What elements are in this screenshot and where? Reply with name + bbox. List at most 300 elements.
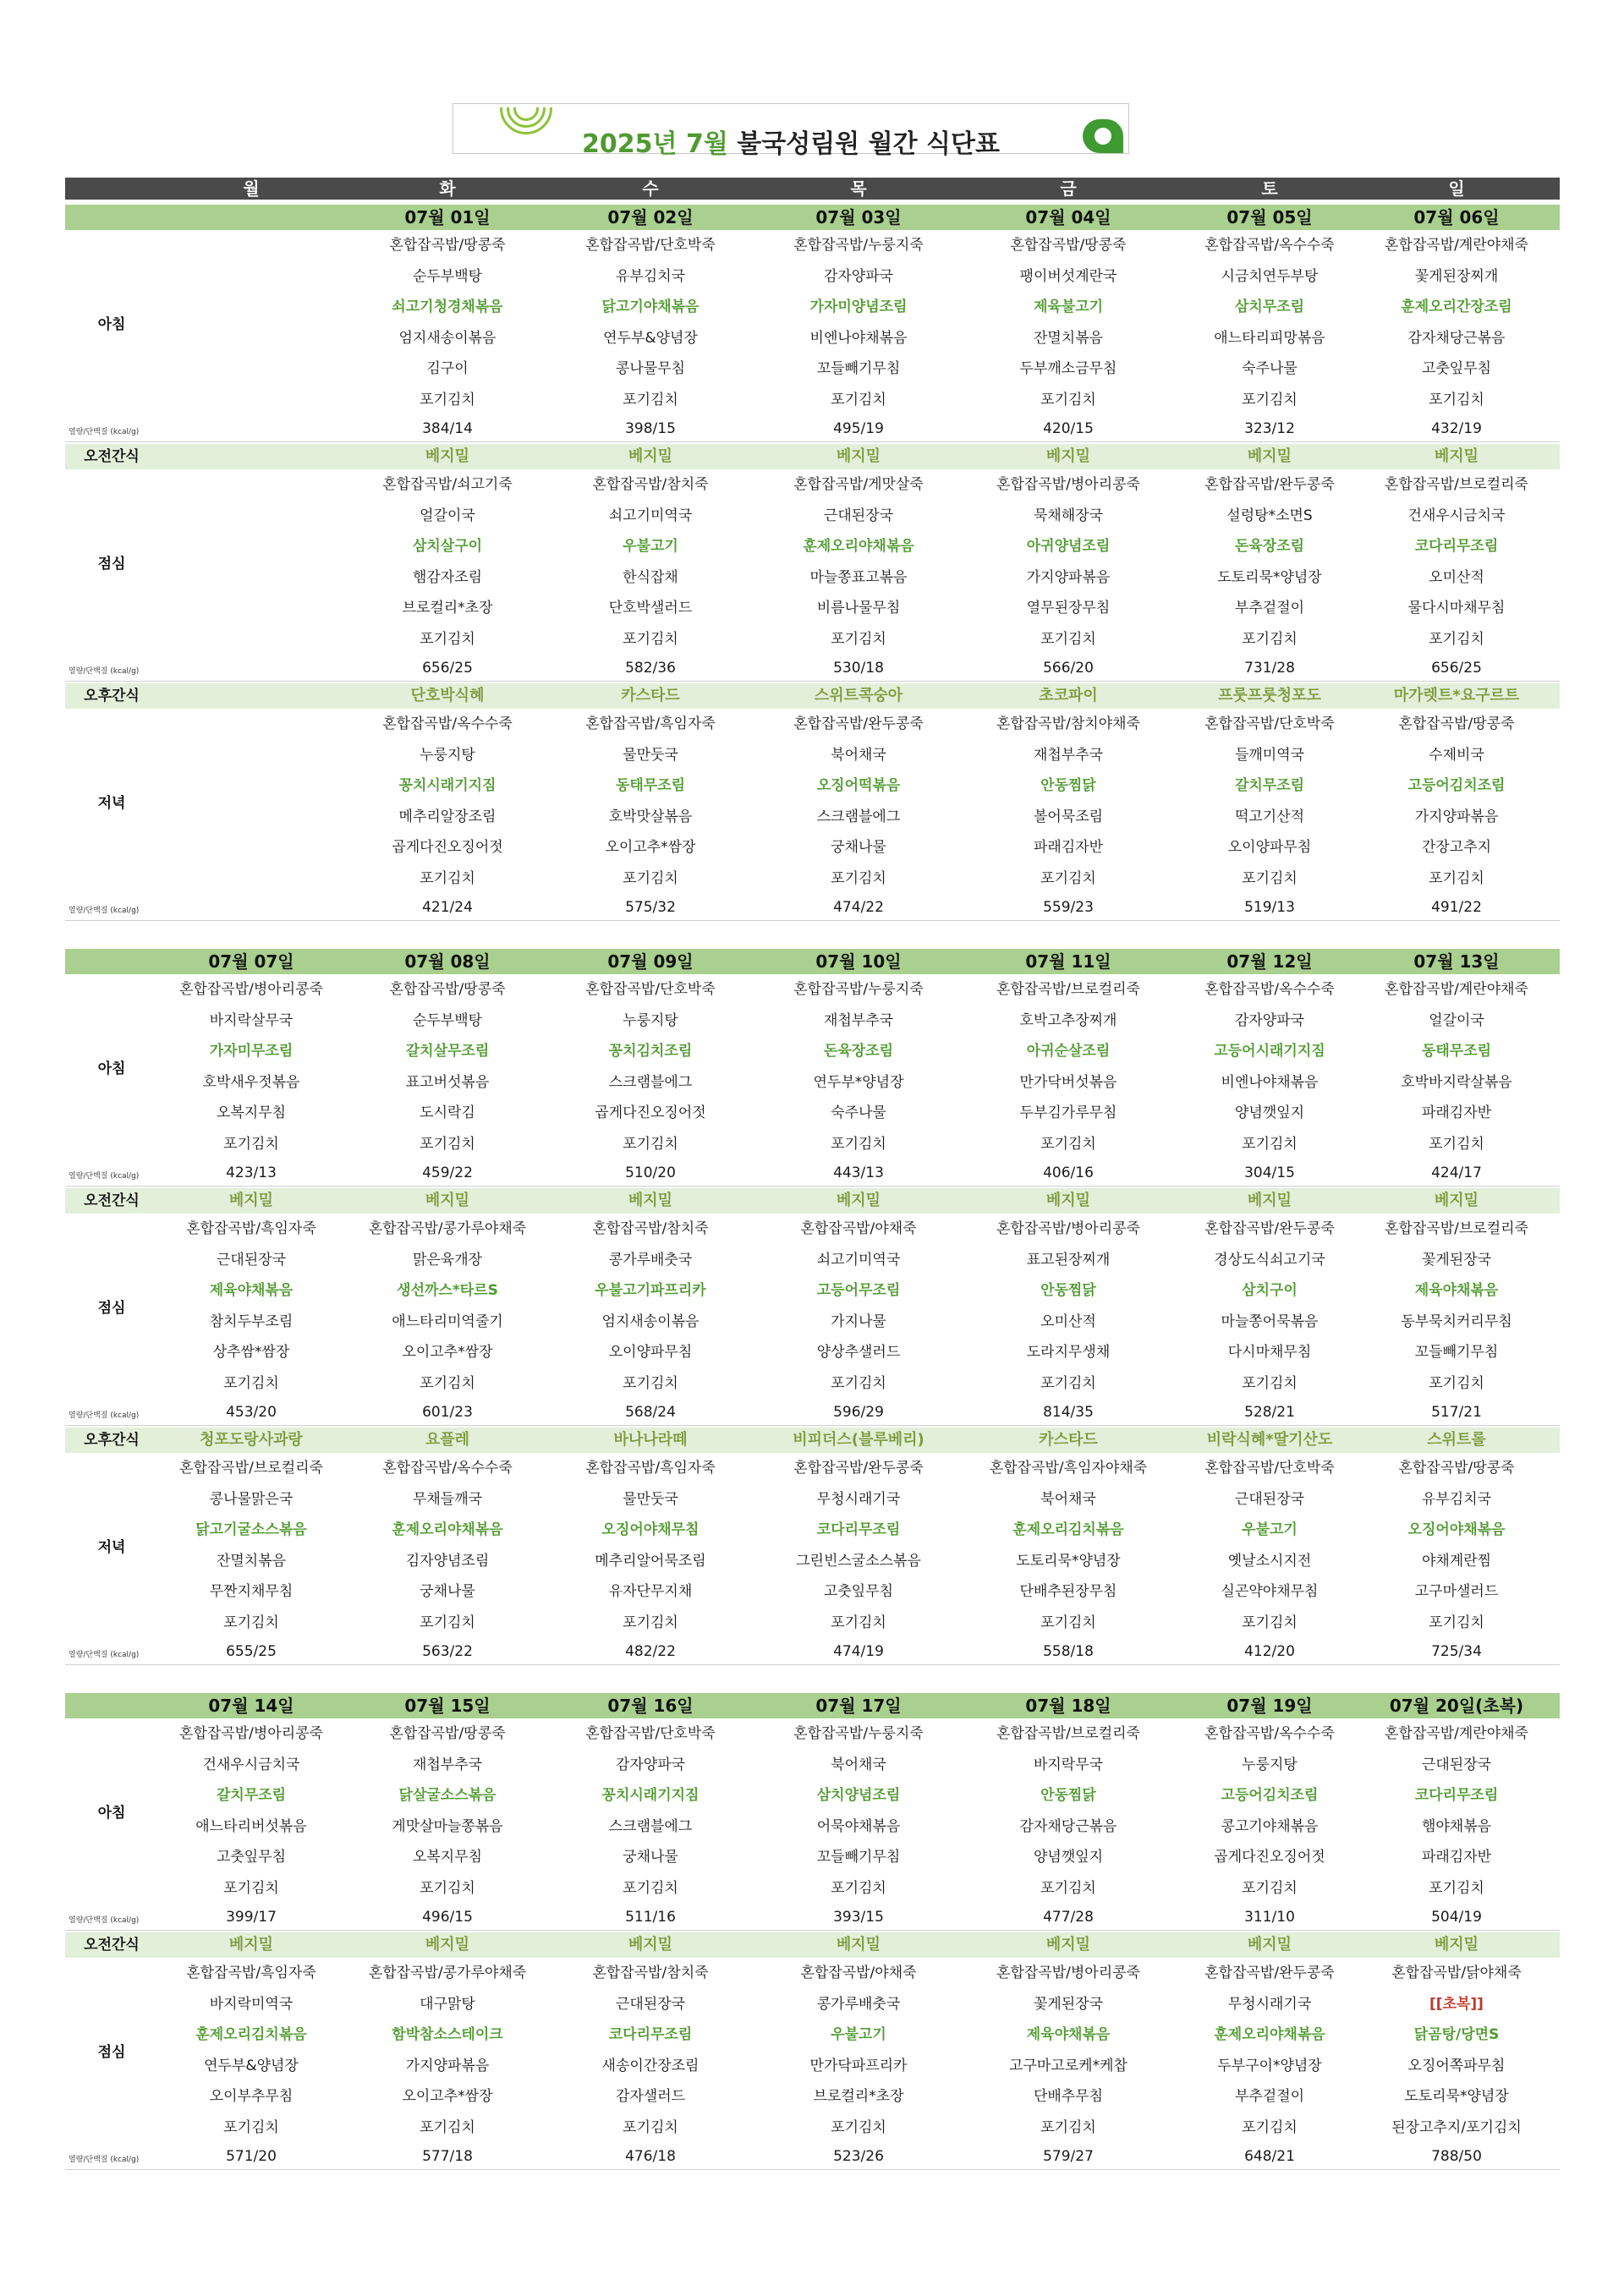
menu-item: 혼합잡곡밥/참치죽 xyxy=(592,476,709,493)
kcal-value: 566/20 xyxy=(1043,660,1094,677)
meal-label-lunch: 점심 xyxy=(97,2043,126,2061)
kcal-label: 열량/단백질 (kcal/g) xyxy=(69,667,140,676)
kcal-value: 788/50 xyxy=(1431,2148,1482,2165)
menu-item: 감자양파국 xyxy=(823,267,894,285)
menu-item: 꼬들빼기무침 xyxy=(816,1849,901,1866)
menu-item: 고춧잎무침 xyxy=(216,1849,287,1866)
menu-item: 훈제오리야채볶음 xyxy=(1214,2026,1325,2043)
menu-item: 도토리묵*양념장 xyxy=(1016,1552,1121,1570)
date-cell: 07월 05일 xyxy=(1226,207,1313,227)
menu-item: 혼합잡곡밥/옥수수죽 xyxy=(1204,237,1335,254)
menu-item: 포기김치 xyxy=(1040,1374,1096,1392)
menu-item: 혼합잡곡밥/계란야채죽 xyxy=(1385,1725,1528,1742)
menu-item: 포기김치 xyxy=(1242,630,1298,648)
menu-item: 묵채해장국 xyxy=(1033,507,1104,524)
menu-item: 도토리묵*양념장 xyxy=(1217,568,1322,586)
menu-item: 제육불고기 xyxy=(1033,299,1104,315)
menu-item: 호박새우젓볶음 xyxy=(202,1073,300,1091)
menu-item: 숙주나물 xyxy=(831,1104,886,1121)
kcal-value: 601/23 xyxy=(422,1404,473,1421)
menu-item: 혼합잡곡밥/완두콩죽 xyxy=(793,1460,924,1477)
menu-item: 혼합잡곡밥/흑임자죽 xyxy=(186,1964,316,1981)
menu-item: 혼합잡곡밥/계란야채죽 xyxy=(1385,981,1528,998)
menu-item: 포기김치 xyxy=(223,1879,279,1897)
menu-item: 포기김치 xyxy=(223,1614,279,1631)
menu-item: 포기김치 xyxy=(1429,630,1484,648)
menu-item: 포기김치 xyxy=(1040,869,1096,887)
menu-item: 혼합잡곡밥/콩가루야채죽 xyxy=(368,1220,527,1237)
menu-item: 표고버섯볶음 xyxy=(405,1073,490,1091)
kcal-value: 558/18 xyxy=(1043,1643,1094,1660)
menu-item: 오징어야채무침 xyxy=(601,1521,700,1538)
menu-item: 안동찜닭 xyxy=(1040,1787,1096,1804)
menu-item: 제육야채볶음 xyxy=(209,1282,294,1299)
snack-row-pm_snack xyxy=(65,683,1560,709)
kcal-value: 384/14 xyxy=(422,420,473,437)
menu-item: 가지양파볶음 xyxy=(405,2057,490,2074)
menu-item: 북어채국 xyxy=(1040,1490,1096,1508)
menu-item: 시금치연두부탕 xyxy=(1221,267,1319,285)
menu-item: 쇠고기청경채볶음 xyxy=(392,299,503,315)
menu-item: 갈치무조림 xyxy=(1234,777,1305,794)
snack-item: 카스타드 xyxy=(621,687,680,704)
kcal-value: 477/28 xyxy=(1043,1909,1094,1926)
menu-item: 혼합잡곡밥/참치죽 xyxy=(592,1964,709,1981)
menu-item: 우불고기 xyxy=(623,538,678,555)
menu-item: 참치두부조림 xyxy=(209,1312,294,1330)
menu-item: 닭고기굴소스볶음 xyxy=(195,1521,307,1538)
menu-item: 김구이 xyxy=(426,360,469,377)
menu-item: 애느타리미역줄기 xyxy=(392,1312,503,1330)
menu-item: 혼합잡곡밥/병아리콩죽 xyxy=(996,1220,1140,1237)
menu-item: 혼합잡곡밥/흑임자죽 xyxy=(186,1220,316,1237)
kcal-value: 575/32 xyxy=(625,899,676,916)
menu-item: 도시락김 xyxy=(420,1104,475,1121)
kcal-value: 399/17 xyxy=(226,1909,277,1926)
menu-item: 코다리무조림 xyxy=(608,2026,693,2043)
menu-item: 감자채당근볶음 xyxy=(1019,1817,1117,1835)
menu-item: 갈치무조림 xyxy=(216,1787,287,1804)
menu-item: 근대된장국 xyxy=(823,507,894,524)
menu-item: 혼합잡곡밥/흑임자죽 xyxy=(585,1460,716,1477)
kcal-value: 511/16 xyxy=(625,1909,676,1926)
kcal-value: 725/34 xyxy=(1431,1643,1482,1660)
menu-item: 감자채당근볶음 xyxy=(1407,329,1506,347)
menu-item: 감자양파국 xyxy=(615,1756,686,1773)
menu-item: 근대된장국 xyxy=(615,1995,686,2013)
date-cell: 07월 18일 xyxy=(1025,1696,1111,1716)
kcal-value: 519/13 xyxy=(1244,899,1295,916)
menu-item: 숙주나물 xyxy=(1242,360,1298,377)
date-row-week-1 xyxy=(65,205,1560,230)
kcal-value: 482/22 xyxy=(625,1643,676,1660)
menu-item: 야채계란찜 xyxy=(1421,1552,1492,1570)
snack-item: 베지밀 xyxy=(1247,1192,1292,1209)
menu-item: 고등어시래기지짐 xyxy=(1214,1043,1325,1060)
row-divider xyxy=(65,681,1560,682)
menu-item: 재첩부추국 xyxy=(1033,746,1104,764)
menu-item: 단배추무침 xyxy=(1033,2088,1104,2105)
menu-item: 꽁치김치조림 xyxy=(608,1043,693,1060)
menu-item: 혼합잡곡밥/게맛살죽 xyxy=(793,476,924,493)
menu-item: 건새우시금치국 xyxy=(202,1756,300,1773)
snack-item: 베지밀 xyxy=(836,1192,881,1209)
date-cell xyxy=(154,205,348,230)
menu-item: 바지락무국 xyxy=(1033,1756,1104,1773)
kcal-value: 421/24 xyxy=(422,899,473,916)
date-cell: 07월 08일 xyxy=(404,951,491,972)
menu-item: 상추쌈*쌈장 xyxy=(212,1344,290,1361)
menu-item: 햄야채볶음 xyxy=(1421,1817,1492,1835)
date-cell: 07월 20일(초복) xyxy=(1389,1696,1524,1716)
kcal-value: 528/21 xyxy=(1244,1404,1295,1421)
day-header-row xyxy=(65,178,1560,200)
menu-item: 혼합잡곡밥/흑임자야채죽 xyxy=(989,1460,1148,1477)
menu-item: 유부김치국 xyxy=(1421,1490,1492,1508)
snack-item: 청포도랑사과랑 xyxy=(200,1431,303,1449)
menu-item: 삼치무조림 xyxy=(1234,299,1305,315)
snack-item: 프룻프룻청포도 xyxy=(1218,687,1321,704)
menu-item: 삼치양념조림 xyxy=(816,1787,901,1804)
menu-item: 훈제오리야채볶음 xyxy=(392,1521,503,1538)
menu-item: 콩나물무침 xyxy=(615,360,686,377)
menu-item: 들깨미역국 xyxy=(1234,746,1305,764)
menu-item: 무채들깨국 xyxy=(412,1490,483,1508)
kcal-value: 731/28 xyxy=(1244,660,1295,677)
menu-item: 파래김자반 xyxy=(1421,1104,1492,1121)
menu-item: 오이양파무침 xyxy=(1227,839,1312,856)
menu-item: 누룽지탕 xyxy=(420,746,475,764)
menu-item: 혼합잡곡밥/옥수수죽 xyxy=(382,1460,513,1477)
menu-item: 북어채국 xyxy=(831,746,886,764)
snack-item: 바나나라떼 xyxy=(613,1431,688,1449)
snack-item: 베지밀 xyxy=(1247,447,1292,465)
menu-item: 혼합잡곡밥/땅콩죽 xyxy=(389,1725,506,1742)
menu-item: 포기김치 xyxy=(831,1374,886,1392)
menu-item: 함박참소스테이크 xyxy=(392,2026,503,2043)
date-cell: 07월 13일 xyxy=(1413,951,1500,972)
kcal-label: 열량/단백질 (kcal/g) xyxy=(69,1651,140,1659)
menu-item: 호박고추장찌개 xyxy=(1019,1011,1117,1029)
snack-item: 단호박식혜 xyxy=(410,687,485,704)
menu-item: 오미산적 xyxy=(1429,568,1484,586)
menu-item: 근대된장국 xyxy=(1234,1490,1305,1508)
kcal-value: 563/22 xyxy=(422,1643,473,1660)
menu-item: 포기김치 xyxy=(623,1374,678,1392)
menu-item: 단호박샐러드 xyxy=(608,600,693,616)
menu-item: 김자양념조림 xyxy=(405,1552,490,1570)
menu-item: 만가닥파프리카 xyxy=(809,2057,908,2074)
menu-item: 삼치구이 xyxy=(1242,1282,1298,1299)
kcal-value: 510/20 xyxy=(625,1164,676,1181)
menu-item: 경상도식쇠고기국 xyxy=(1214,1251,1325,1269)
snack-item xyxy=(154,683,348,709)
menu-item: 혼합잡곡밥/옥수수죽 xyxy=(382,715,513,732)
row-divider xyxy=(65,2169,1560,2170)
menu-item: 포기김치 xyxy=(420,630,475,648)
menu-item: 혼합잡곡밥/야채죽 xyxy=(800,1220,917,1237)
snack-item xyxy=(154,444,348,469)
menu-item: 궁채나물 xyxy=(623,1849,678,1866)
row-divider xyxy=(65,441,1560,442)
menu-item: 양념깻잎지 xyxy=(1033,1849,1104,1866)
date-cell: 07월 06일 xyxy=(1413,207,1500,227)
date-cell: 07월 17일 xyxy=(815,1696,902,1716)
menu-item: 포기김치 xyxy=(623,1879,678,1897)
page-title xyxy=(453,123,1128,160)
menu-item: 된장고추지/포기김치 xyxy=(1391,2118,1522,2136)
menu-item: 오이부추무침 xyxy=(209,2088,294,2105)
menu-item: 궁채나물 xyxy=(420,1583,475,1600)
menu-item: 혼합잡곡밥/완두콩죽 xyxy=(1204,1964,1335,1981)
menu-item: 어묵야채볶음 xyxy=(816,1817,901,1835)
menu-item: 호박맛살볶음 xyxy=(608,808,693,825)
kcal-value: 304/15 xyxy=(1244,1164,1295,1181)
snack-item: 베지밀 xyxy=(1434,447,1479,465)
menu-item: 오이고추*쌈장 xyxy=(402,1344,493,1361)
menu-item: 포기김치 xyxy=(1429,869,1484,887)
menu-item: 포기김치 xyxy=(1429,391,1484,408)
date-cell: 07월 11일 xyxy=(1025,951,1111,972)
menu-item: 혼합잡곡밥/브로컬리죽 xyxy=(1385,476,1528,493)
menu-item: 훈제오리김치볶음 xyxy=(195,2026,307,2043)
menu-item: 꽁치시래기지짐 xyxy=(601,1787,700,1804)
menu-item: 혼합잡곡밥/땅콩죽 xyxy=(389,981,506,998)
day-header-3: 목 xyxy=(850,178,867,199)
menu-item: 누룽지탕 xyxy=(1242,1756,1298,1773)
menu-item: 연두부&양념장 xyxy=(603,329,698,347)
snack-row-am_snack xyxy=(65,1188,1560,1214)
menu-item: 동태무조림 xyxy=(615,777,686,794)
snack-item: 베지밀 xyxy=(1045,1936,1091,1954)
menu-item: 포기김치 xyxy=(1429,1879,1484,1897)
snack-item: 베지밀 xyxy=(628,1192,673,1209)
menu-item: 열무된장무침 xyxy=(1026,600,1111,616)
menu-item: 혼합잡곡밥/누룽지죽 xyxy=(793,1725,924,1742)
menu-item: 혼합잡곡밥/단호박죽 xyxy=(585,1725,716,1742)
menu-item: 우불고기 xyxy=(1242,1521,1298,1538)
menu-item: 햄감자조림 xyxy=(412,568,483,586)
menu-item: 혼합잡곡밥/완두콩죽 xyxy=(793,715,924,732)
menu-item: 두부김가루무침 xyxy=(1019,1104,1117,1121)
leaf-logo-icon xyxy=(1083,119,1123,153)
menu-item: 혼합잡곡밥/옥수수죽 xyxy=(1204,1725,1335,1742)
menu-item: 재첩부추국 xyxy=(412,1756,483,1773)
menu-item: 유자단무지채 xyxy=(608,1583,693,1600)
menu-item: 코다리무조림 xyxy=(1414,1787,1499,1804)
snack-item: 베지밀 xyxy=(425,1192,470,1209)
menu-item: 물다시마채무침 xyxy=(1407,600,1506,616)
menu-item: 혼합잡곡밥/단호박죽 xyxy=(1204,715,1335,732)
kcal-value: 559/23 xyxy=(1043,899,1094,916)
menu-item: 제육야채볶음 xyxy=(1414,1282,1499,1299)
meal-label-breakfast: 아침 xyxy=(97,315,126,333)
menu-item: 포기김치 xyxy=(831,1135,886,1153)
menu-item: 브로컬리*초장 xyxy=(402,600,493,616)
kcal-value: 656/25 xyxy=(422,660,473,677)
menu-item: 혼합잡곡밥/참치죽 xyxy=(592,1220,709,1237)
menu-item: 바지락살무국 xyxy=(209,1011,294,1029)
menu-item: 엄지새송이볶음 xyxy=(398,329,497,347)
menu-item: 스크램블에그 xyxy=(608,1073,693,1091)
menu-item: 꽃게된장찌개 xyxy=(1414,267,1499,285)
kcal-value: 443/13 xyxy=(833,1164,884,1181)
menu-item: 포기김치 xyxy=(1242,2118,1298,2136)
kcal-value: 474/22 xyxy=(833,899,884,916)
menu-item: 북어채국 xyxy=(831,1756,886,1773)
menu-item: 아귀양념조림 xyxy=(1026,538,1111,555)
menu-item: 궁채나물 xyxy=(831,839,886,856)
menu-item: 혼합잡곡밥/참치야채죽 xyxy=(996,715,1140,732)
menu-item: 근대된장국 xyxy=(1421,1756,1492,1773)
menu-item: 혼합잡곡밥/계란야채죽 xyxy=(1385,237,1528,254)
snack-item: 베지밀 xyxy=(1434,1936,1479,1954)
day-header-2: 수 xyxy=(642,178,659,199)
menu-item: 부추겉절이 xyxy=(1234,600,1305,616)
snack-item: 비락식혜*딸기산도 xyxy=(1206,1431,1333,1449)
menu-item: 호박바지락살볶음 xyxy=(1401,1073,1512,1091)
menu-item: 감자양파국 xyxy=(1234,1011,1305,1029)
menu-item: 순두부백탕 xyxy=(412,267,483,285)
kcal-label: 열량/단백질 (kcal/g) xyxy=(69,1411,140,1420)
menu-item: 애느타리버섯볶음 xyxy=(195,1817,307,1835)
menu-item: 누룽지탕 xyxy=(623,1011,678,1029)
menu-item: 표고된장찌개 xyxy=(1026,1251,1111,1269)
menu-item: 포기김치 xyxy=(420,1374,475,1392)
menu-item: 오징어쪽파무침 xyxy=(1407,2057,1506,2074)
title-banner xyxy=(453,103,1129,159)
day-header-4: 금 xyxy=(1060,178,1077,199)
menu-item: 포기김치 xyxy=(623,2118,678,2136)
menu-item: 포기김치 xyxy=(1242,1614,1298,1631)
row-divider xyxy=(65,1930,1560,1931)
kcal-value: 656/25 xyxy=(1431,660,1482,677)
menu-item: 양념깻잎지 xyxy=(1234,1104,1305,1121)
menu-item: 포기김치 xyxy=(1040,630,1096,648)
menu-item: 훈제오리야채볶음 xyxy=(803,538,914,555)
menu-item: 재첩부추국 xyxy=(823,1011,894,1029)
snack-item: 베지밀 xyxy=(1045,447,1091,465)
kcal-value: 491/22 xyxy=(1431,899,1482,916)
snack-row-am_snack xyxy=(65,444,1560,469)
menu-item: 혼합잡곡밥/완두콩죽 xyxy=(1204,476,1335,493)
menu-item: 포기김치 xyxy=(1040,1135,1096,1153)
date-row-week-2 xyxy=(65,949,1560,974)
menu-item: 오복지무침 xyxy=(412,1849,483,1866)
snack-item: 베지밀 xyxy=(836,1936,881,1954)
meal-label-breakfast: 아침 xyxy=(97,1060,126,1077)
kcal-label: 열량/단백질 (kcal/g) xyxy=(69,1916,140,1925)
menu-item: 단배추된장무침 xyxy=(1019,1583,1117,1600)
kcal-value: 504/19 xyxy=(1431,1909,1482,1926)
menu-item: 포기김치 xyxy=(831,1879,886,1897)
menu-item: 무청시래기국 xyxy=(816,1490,901,1508)
row-divider xyxy=(65,1425,1560,1426)
menu-item: 잔멸치볶음 xyxy=(1033,329,1104,347)
menu-item: 포기김치 xyxy=(1429,1135,1484,1153)
menu-item: 떡고기산적 xyxy=(1234,808,1305,825)
menu-item: 혼합잡곡밥/브로컬리죽 xyxy=(996,1725,1140,1742)
menu-item: 혼합잡곡밥/브로컬리죽 xyxy=(1385,1220,1528,1237)
menu-item: 실곤약야채무침 xyxy=(1221,1583,1319,1600)
menu-item: 엄지새송이볶음 xyxy=(601,1312,700,1330)
menu-item: 코다리무조림 xyxy=(1414,538,1499,555)
menu-item: 포기김치 xyxy=(831,2118,886,2136)
kcal-value: 648/21 xyxy=(1244,2148,1295,2165)
kcal-value: 655/25 xyxy=(226,1643,277,1660)
menu-item: 포기김치 xyxy=(831,630,886,648)
menu-item: 갈치살무조림 xyxy=(405,1043,490,1060)
menu-item: 생선까스*타르S xyxy=(397,1282,498,1299)
meal-label-dinner: 저녁 xyxy=(97,1538,126,1556)
meal-label-breakfast: 아침 xyxy=(97,1804,126,1822)
menu-item: 혼합잡곡밥/완두콩죽 xyxy=(1204,1220,1335,1237)
menu-item: 잔멸치볶음 xyxy=(216,1552,287,1570)
menu-item: 혼합잡곡밥/땅콩죽 xyxy=(1398,715,1515,732)
kcal-label: 열량/단백질 (kcal/g) xyxy=(69,2156,140,2164)
snack-item: 요플레 xyxy=(425,1431,470,1449)
menu-item: 오복지무침 xyxy=(216,1104,287,1121)
day-header-0: 월 xyxy=(243,178,260,199)
menu-item: 오징어야채볶음 xyxy=(1407,1521,1506,1538)
menu-item: 동태무조림 xyxy=(1421,1043,1492,1060)
menu-item: 콩고기야채볶음 xyxy=(1221,1817,1319,1835)
date-cell: 07월 12일 xyxy=(1226,951,1313,972)
date-cell: 07월 15일 xyxy=(404,1696,491,1716)
snack-item: 카스타드 xyxy=(1039,1431,1098,1449)
menu-item: 새송이간장조림 xyxy=(601,2057,700,2074)
menu-item: 대구맑탕 xyxy=(420,1995,475,2013)
menu-item: 돈육장조림 xyxy=(823,1043,894,1060)
snack-label: 오전간식 xyxy=(84,448,140,465)
menu-item: 마늘쫑표고볶음 xyxy=(809,568,908,586)
menu-item: 포기김치 xyxy=(420,2118,475,2136)
menu-item: 포기김치 xyxy=(831,391,886,408)
menu-item: 포기김치 xyxy=(420,869,475,887)
menu-item: 부추겉절이 xyxy=(1234,2088,1305,2105)
menu-item: 아귀순살조림 xyxy=(1026,1043,1111,1060)
menu-item: 포기김치 xyxy=(623,1614,678,1631)
kcal-value: 453/20 xyxy=(226,1404,277,1421)
menu-item: 게맛살마늘쫑볶음 xyxy=(392,1817,503,1835)
menu-item: 무짠지채무침 xyxy=(209,1583,294,1600)
menu-item: 가지양파볶음 xyxy=(1026,568,1111,586)
menu-item: 포기김치 xyxy=(1040,2118,1096,2136)
date-cell: 07월 02일 xyxy=(607,207,694,227)
menu-item: 우불고기 xyxy=(831,2026,886,2043)
title-month: 7월 xyxy=(685,129,728,159)
menu-item: 그린빈스굴소스볶음 xyxy=(796,1552,921,1570)
kcal-label: 열량/단백질 (kcal/g) xyxy=(69,428,140,436)
menu-item: 콩나물맑은국 xyxy=(209,1490,294,1508)
menu-item: 비름나물무침 xyxy=(816,600,901,616)
menu-item: 훈제오리김치볶음 xyxy=(1012,1521,1124,1538)
menu-item: 훈제오리간장조림 xyxy=(1401,299,1512,315)
kcal-value: 568/24 xyxy=(625,1404,676,1421)
snack-item: 초코파이 xyxy=(1039,687,1098,704)
kcal-value: 577/18 xyxy=(422,2148,473,2165)
date-cell: 07월 10일 xyxy=(815,951,902,972)
menu-item: 혼합잡곡밥/땅콩죽 xyxy=(1398,1460,1515,1477)
menu-item: 고등어무조림 xyxy=(816,1282,901,1299)
menu-item: 두부깨소금무침 xyxy=(1019,360,1117,377)
menu-item: 파래김자반 xyxy=(1421,1849,1492,1866)
menu-item: 건새우시금치국 xyxy=(1407,507,1506,524)
kcal-value: 424/17 xyxy=(1431,1164,1482,1181)
menu-item: 메추리알장조림 xyxy=(398,808,497,825)
kcal-value: 323/12 xyxy=(1244,420,1295,437)
menu-item: 혼합잡곡밥/옥수수죽 xyxy=(1204,981,1335,998)
